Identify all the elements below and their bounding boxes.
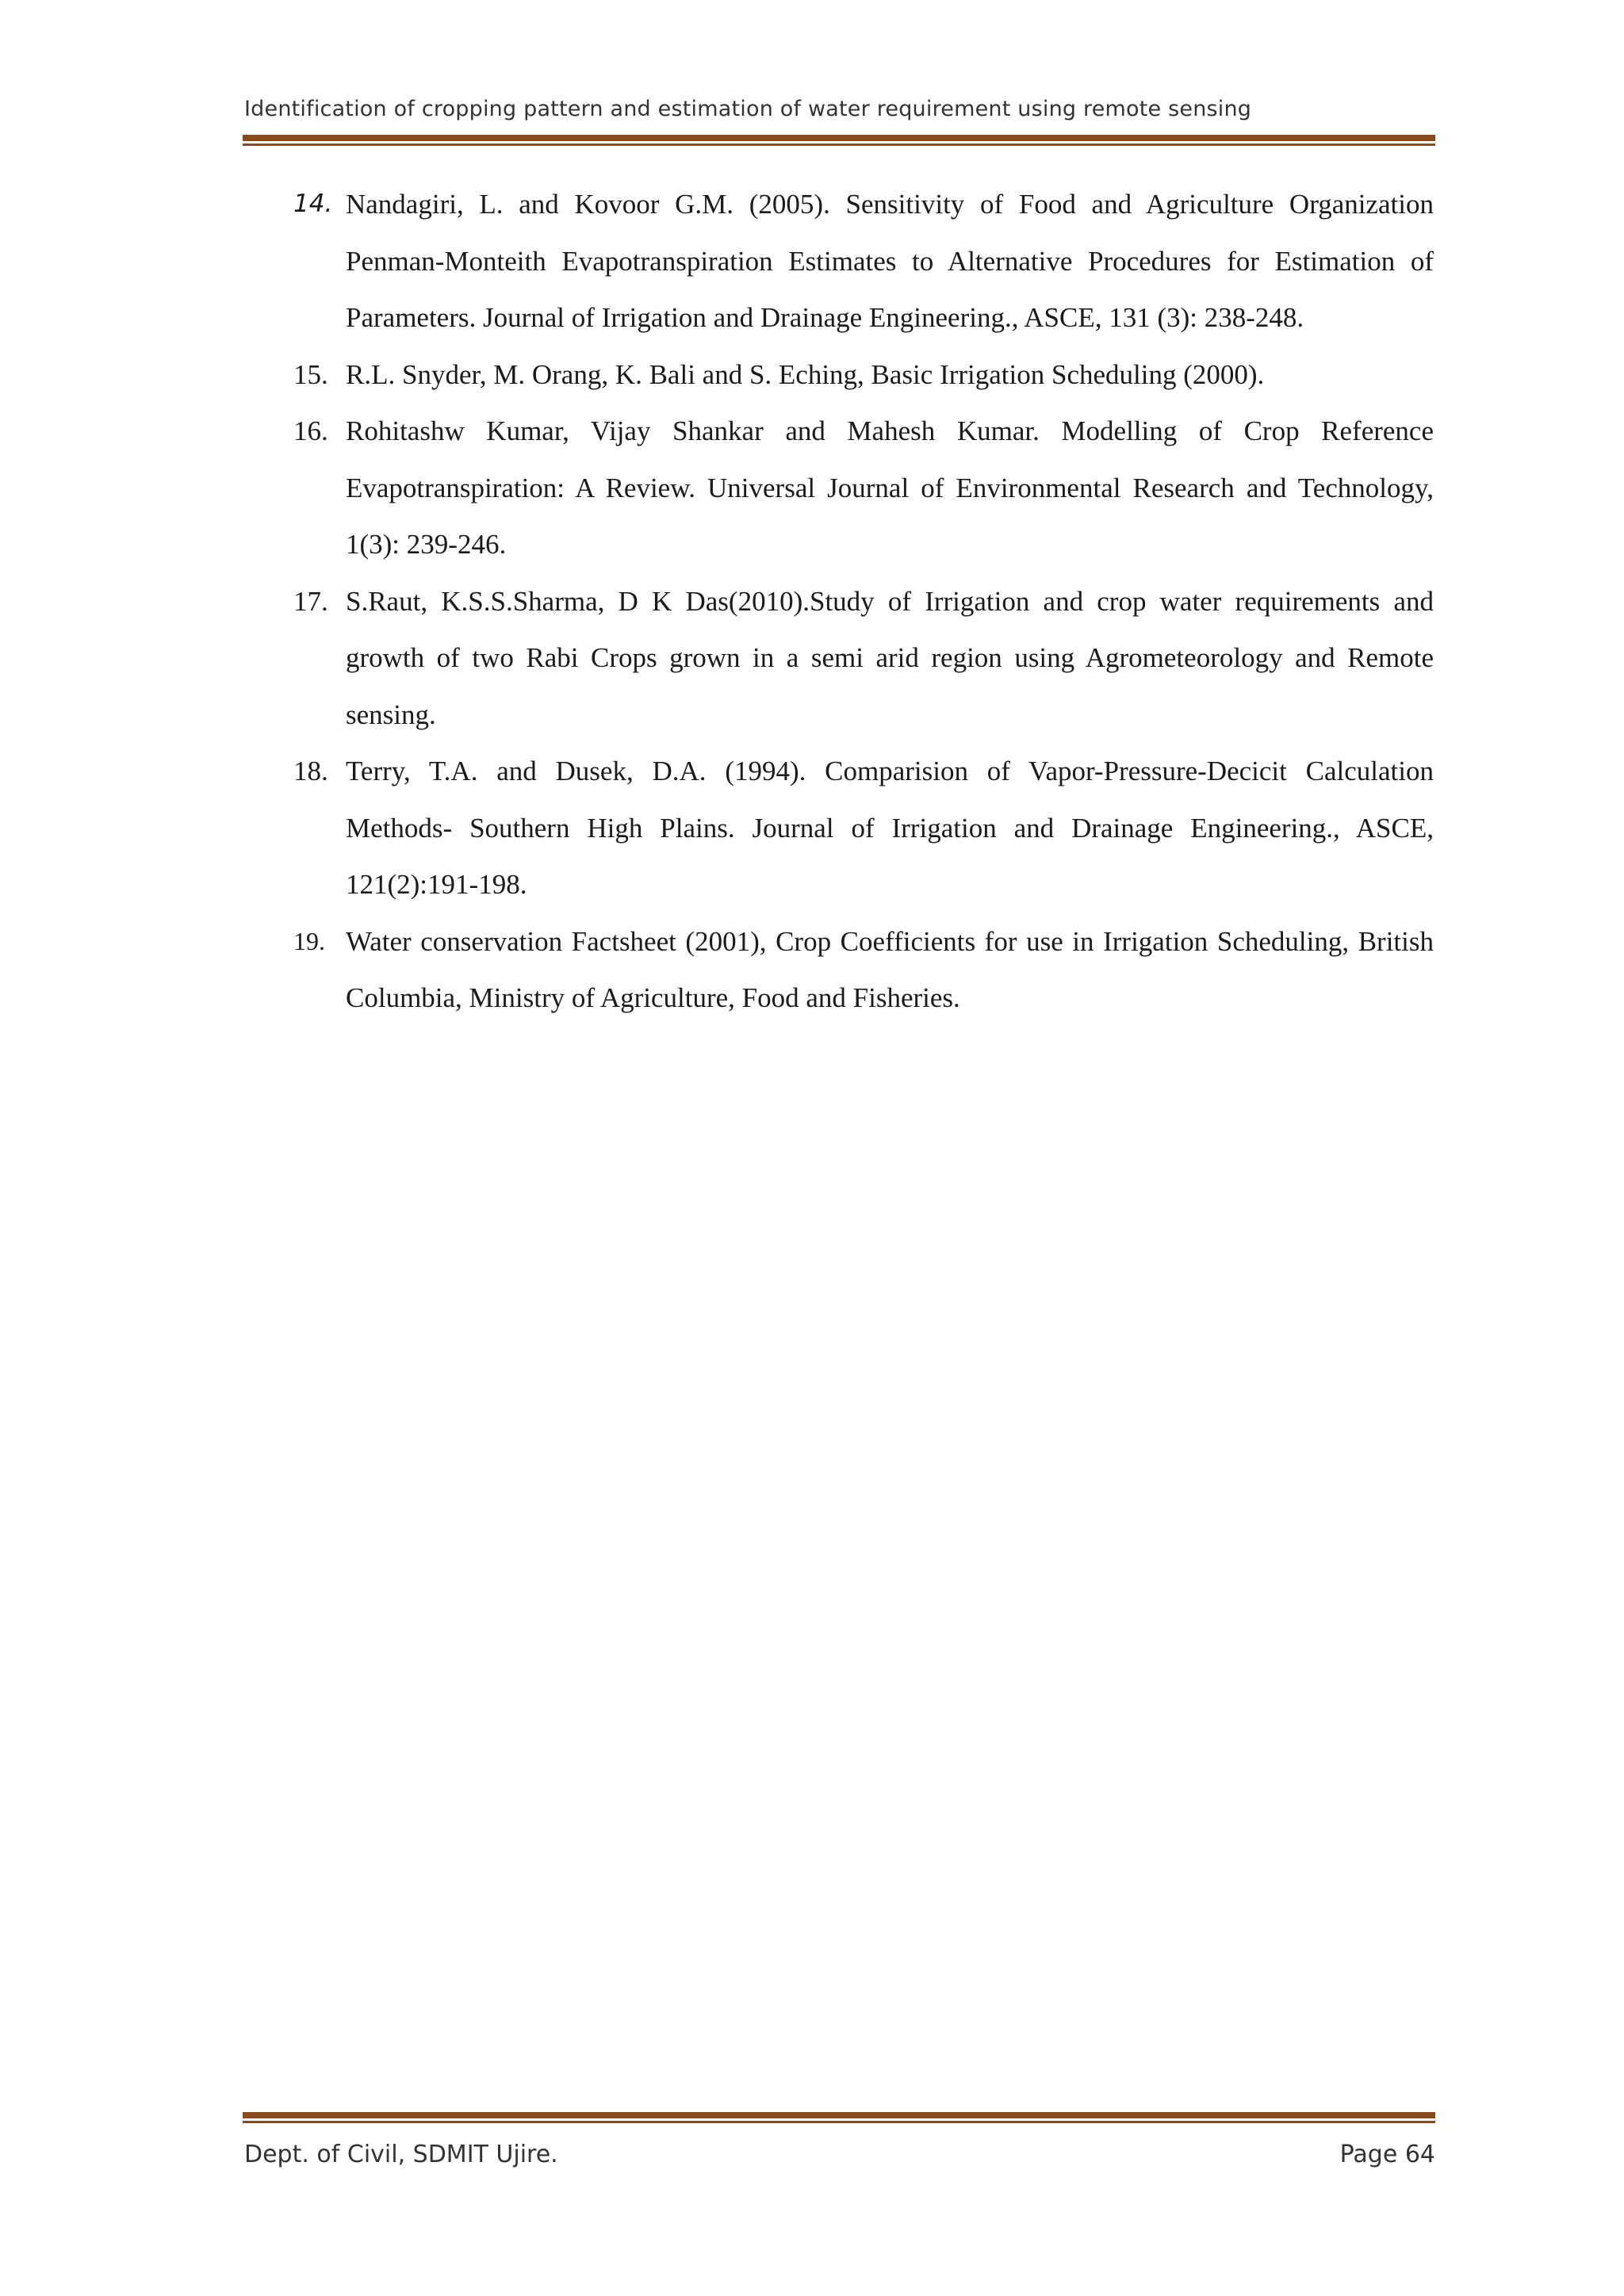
page-number: Page 64	[1339, 2141, 1435, 2168]
reference-number: 14.	[293, 189, 333, 218]
reference-text: Nandagiri, L. and Kovoor G.M. (2005). Sensitivity of Food and Agriculture Organization Penman-Monteith Evapotranspiration Estimates to Alternative Procedures for Estimation of Parameters. Journal of Irrigation and Drainage Engineering., ASCE, 131 (3): 238-248.	[346, 189, 1434, 333]
reference-item	[293, 743, 1434, 913]
reference-text: R.L. Snyder, M. Orang, K. Bali and S. Eching, Basic Irrigation Scheduling (2000).	[346, 358, 1265, 390]
header-divider	[243, 135, 1435, 146]
reference-text: Terry, T.A. and Dusek, D.A. (1994). Comparision of Vapor-Pressure-Decicit Calculation Methods- Southern High Plains. Journal of Irrigation and Drainage Engineering., ASCE, 121(2):191-198.	[346, 756, 1434, 900]
reference-item	[293, 573, 1434, 744]
reference-number: 16.	[293, 415, 328, 446]
footer-department: Dept. of Civil, SDMIT Ujire.	[244, 2141, 558, 2168]
reference-item	[293, 176, 1434, 346]
reference-item	[293, 403, 1434, 573]
reference-text: S.Raut, K.S.S.Sharma, D K Das(2010).Study of Irrigation and crop water requirements and growth of two Rabi Crops grown in a semi arid region using Agrometeorology and Remote sensing.	[346, 585, 1434, 730]
reference-text: Rohitashw Kumar, Vijay Shankar and Mahesh Kumar. Modelling of Crop Reference Evapotranspiration: A Review. Universal Journal of Environmental Research and Technology, 1(3): 239-246.	[346, 415, 1434, 560]
reference-number: 18.	[293, 756, 328, 786]
footer-divider	[243, 2112, 1435, 2123]
reference-number: 15.	[293, 358, 328, 390]
reference-item	[293, 346, 1434, 404]
reference-text: Water conservation Factsheet (2001), Crop Coefficients for use in Irrigation Scheduling, British Columbia, Ministry of Agriculture, Food and Fisheries.	[346, 925, 1434, 1013]
running-header-title: Identification of cropping pattern and estimation of water requirement using remote sensing	[244, 97, 1252, 121]
reference-list	[293, 176, 1434, 1027]
reference-number: 17.	[293, 585, 328, 617]
reference-number: 19.	[293, 926, 325, 955]
reference-item	[293, 913, 1434, 1027]
